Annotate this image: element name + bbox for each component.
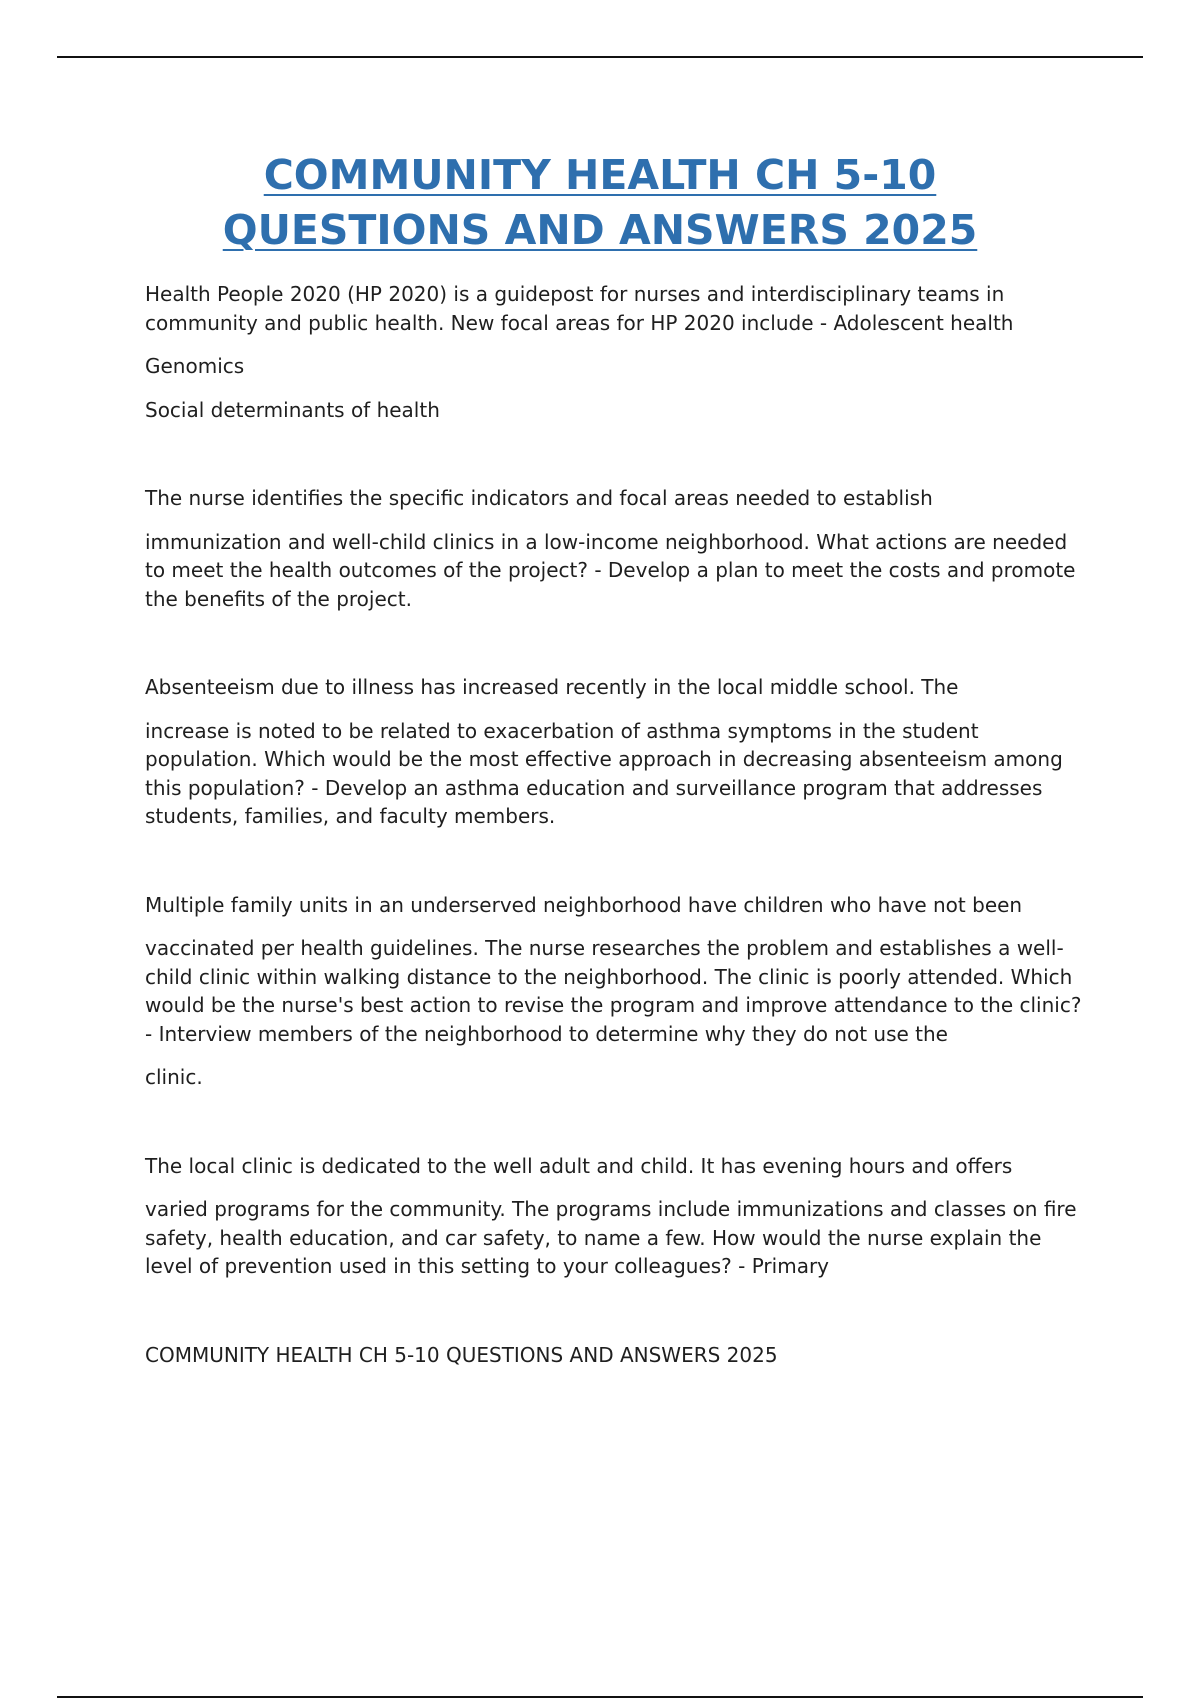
paragraph-social-determinants: Social determinants of health — [145, 397, 440, 422]
document-title — [100, 148, 1100, 258]
title-line-1: COMMUNITY HEALTH CH 5-10 — [263, 151, 937, 199]
bottom-rule — [57, 1696, 1143, 1698]
question-absenteeism-body: increase is noted to be related to exacerbation of asthma symptoms in the student population. Which would be the most effective approach in decreasing absenteeism among this population? - Develop an asthma education and surveillance program that addresses students, families, and faculty members. — [145, 718, 1063, 828]
question-vaccination-body: vaccinated per health guidelines. The nurse researches the problem and establishes a well-child clinic within walking distance to the neighborhood. The clinic is poorly attended. Which would be the nurse's best action to revise the program and improve attendance to the clinic? - Interview members of the neighborhood to determine why they do not use the — [145, 936, 1082, 1046]
question-immunization-intro: The nurse identifies the specific indicators and focal areas needed to establish — [145, 486, 933, 510]
footer-repeat-title: COMMUNITY HEALTH CH 5-10 QUESTIONS AND ANSWERS 2025 — [145, 1342, 778, 1367]
question-prevention-body: varied programs for the community. The programs include immunizations and classes on fire safety, health education, and car safety, to name a few. How would the nurse explain the level of prevention used in this setting to your colleagues? - Primary — [145, 1197, 1077, 1278]
top-rule — [57, 56, 1143, 58]
question-vaccination-intro: Multiple family units in an underserved neighborhood have children who have not been — [145, 892, 1023, 917]
question-absenteeism-intro: Absenteeism due to illness has increased recently in the local middle school. The — [145, 675, 959, 699]
question-immunization-body: immunization and well-child clinics in a low-income neighborhood. What actions are needed to meet the health outcomes of the project? - Develop a plan to meet the costs and promote the benefits of the project. — [145, 529, 1076, 611]
document-body — [145, 280, 1085, 1369]
question-prevention-intro: The local clinic is dedicated to the well adult and child. It has evening hours and offers — [145, 1153, 1013, 1178]
paragraph-genomics: Genomics — [145, 354, 245, 378]
title-line-2: QUESTIONS AND ANSWERS 2025 — [222, 206, 978, 254]
question-vaccination-end: clinic. — [145, 1065, 203, 1089]
paragraph-hp2020: Health People 2020 (HP 2020) is a guidepost for nurses and interdisciplinary teams in community and public health. New focal areas for HP 2020 include - Adolescent health — [145, 282, 1014, 335]
